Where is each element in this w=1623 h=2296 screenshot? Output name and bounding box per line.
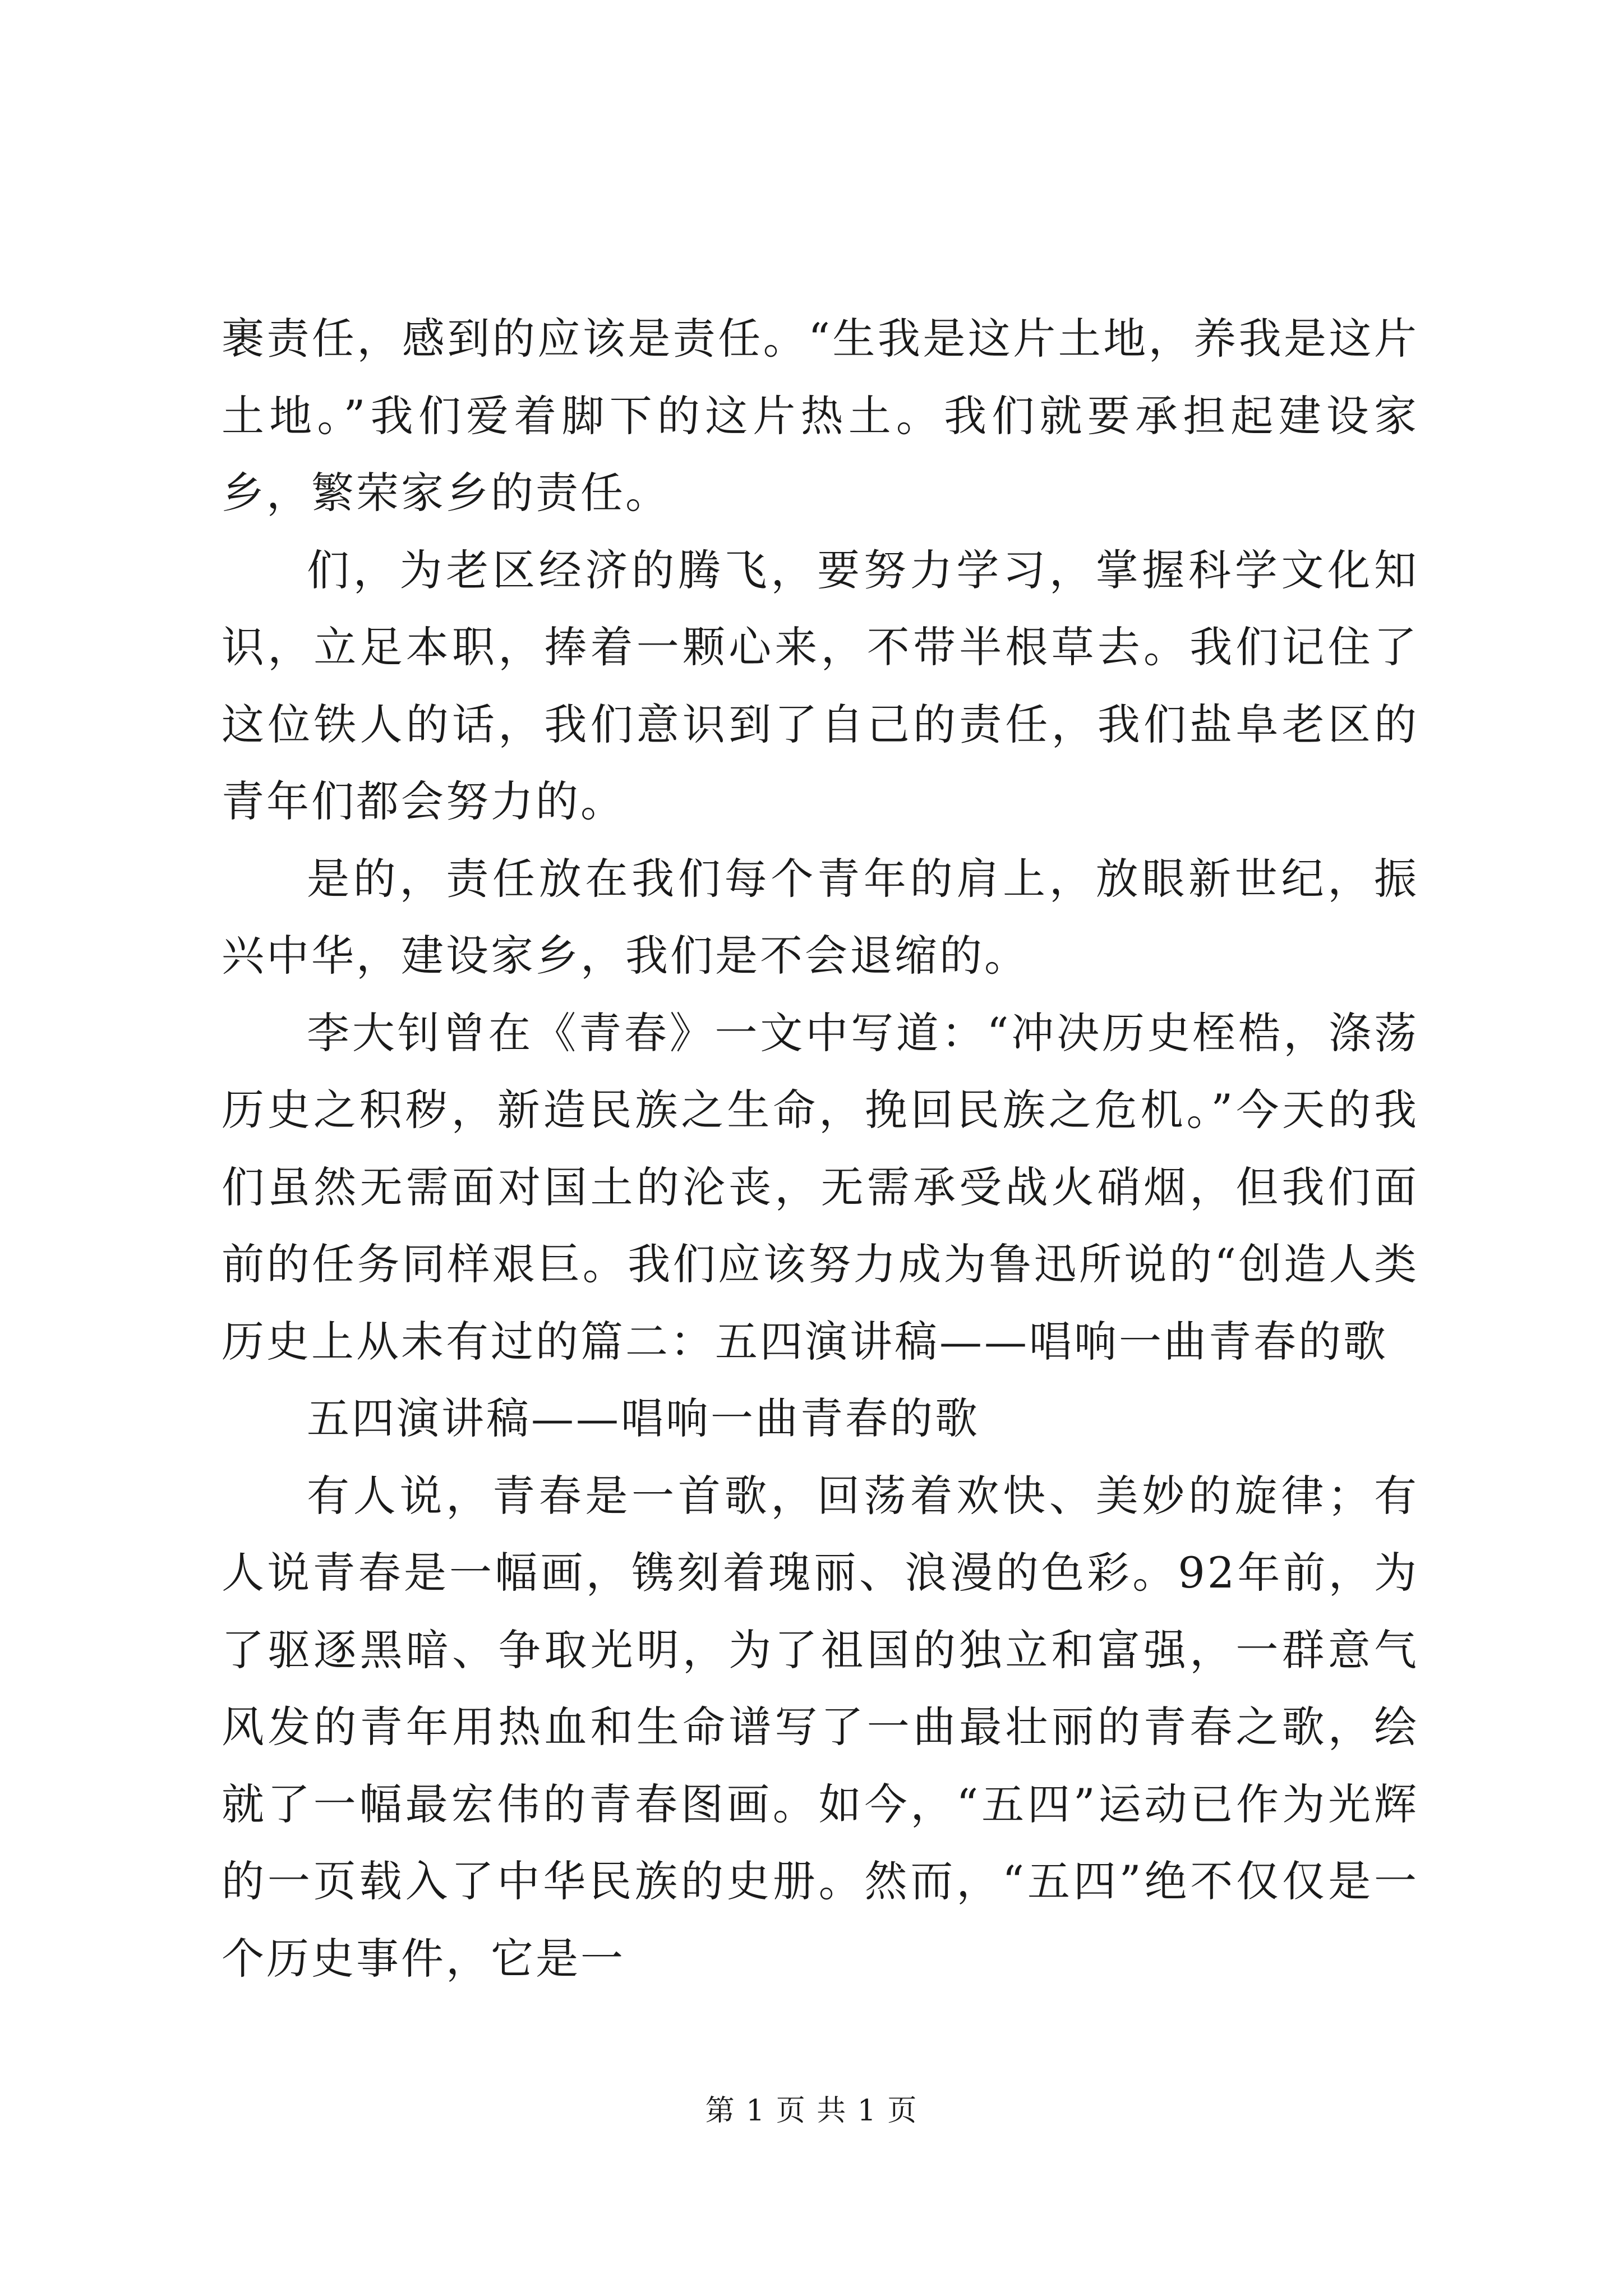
- paragraph-3: 是的，责任放在我们每个青年的肩上，放眼新世纪，振兴中华，建设家乡，我们是不会退缩的。: [222, 853, 1419, 981]
- paragraph-1: 裹责任，感到的应该是责任。“生我是这片土地，养我是这片土地。”我们爱着脚下的这片热土。我们就要承担起建设家乡，繁荣家乡的责任。: [222, 314, 1419, 518]
- paragraph-6: 有人说，青春是一首歌，回荡着欢快、美妙的旋律；有人说青春是一幅画，镌刻着瑰丽、浪漫的色彩。92年前，为了驱逐黑暗、争取光明，为了祖国的独立和富强，一群意气风发的青年用热血和生命谱写了一曲最壮丽的青春之歌，绘就了一幅最宏伟的青春图画。如今，“五四”运动已作为光辉的一页载入了中华民族的史册。然而，“五四”绝不仅仅是一个历史事件，它是一: [222, 1470, 1419, 1984]
- page-footer: 第 1 页 共 1 页: [705, 2094, 918, 2128]
- paragraph-4: 李大钊曾在《青春》一文中写道：“冲决历史桎梏，涤荡历史之积秽，新造民族之生命，挽回民族之危机。”今天的我们虽然无需面对国土的沦丧，无需承受战火硝烟，但我们面前的任务同样艰巨。我们应该努力成为鲁迅所说的“创造人类历史上从未有过的篇二：五四演讲稿——唱响一曲青春的歌: [222, 1007, 1419, 1366]
- paragraph-5-heading: 五四演讲稿——唱响一曲青春的歌: [307, 1393, 980, 1443]
- paragraph-2: 们，为老区经济的腾飞，要努力学习，掌握科学文化知识，立足本职，捧着一颗心来，不带半根草去。我们记住了这位铁人的话，我们意识到了自己的责任，我们盐阜老区的青年们都会努力的。: [222, 545, 1419, 826]
- document-body: [222, 300, 1419, 1997]
